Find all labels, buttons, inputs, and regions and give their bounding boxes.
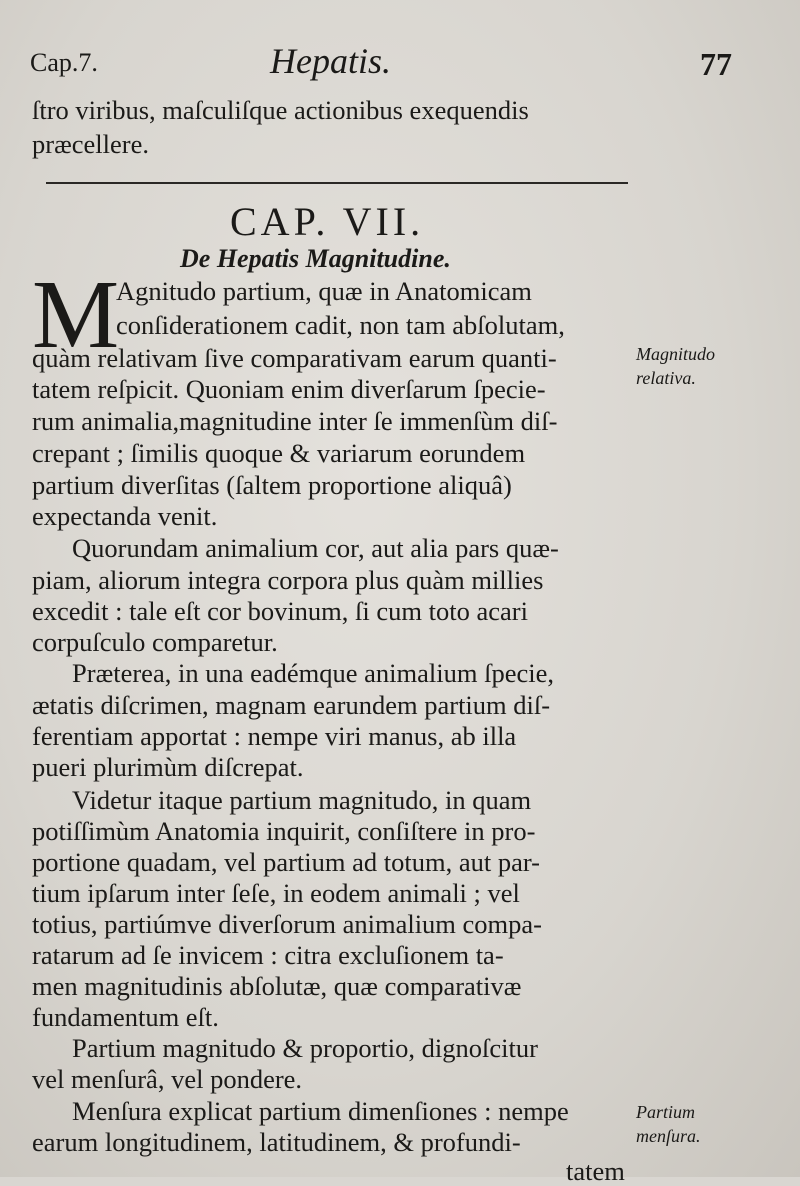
body-line: rum animalia,magnitudine inter ſe immenſùm diſ- [32,406,558,436]
body-line: conſiderationem cadit, non tam abſolutam, [116,310,565,340]
body-line: ratarum ad ſe invicem : citra excluſionem ta- [32,940,504,970]
chapter-label: Cap.7. [30,48,98,77]
body-line: quàm relativam ſive comparativam earum quanti- [32,343,557,373]
body-line: fundamentum eſt. [32,1002,219,1032]
body-line: corpuſculo comparetur. [32,627,278,657]
margin-note: Partium [636,1102,696,1122]
margin-note: Magnitudo [636,344,715,364]
body-line: Menſura explicat partium dimenſiones : nempe [72,1096,569,1126]
page-number: 77 [700,46,732,82]
body-line: ætatis diſcrimen, magnam earundem partium diſ- [32,690,551,720]
body-line: Videtur itaque partium magnitudo, in quam [72,785,532,815]
intro-line: præcellere. [32,129,149,159]
body-line: Agnitudo partium, quæ in Anatomicam [116,276,532,306]
body-line: men magnitudinis abſolutæ, quæ comparativæ [32,971,522,1001]
body-line: Partium magnitudo & proportio, dignoſcitur [72,1033,538,1063]
body-line: tium ipſarum inter ſeſe, in eodem animali ; vel [32,878,520,908]
drop-cap: M [32,261,120,369]
margin-note: relativa. [636,368,696,388]
running-title: Hepatis. [270,41,391,81]
body-line: potiſſimùm Anatomia inquirit, conſiſtere in pro- [32,816,536,846]
intro-line: ſtro viribus, maſculiſque actionibus exequendis [32,95,529,125]
body-line: portione quadam, vel partium ad totum, aut par- [32,847,540,877]
body-line: pueri plurimùm diſcrepat. [32,752,304,782]
body-line: tatem reſpicit. Quoniam enim diverſarum ſpecie- [32,374,546,404]
chapter-title: CAP. VII. [230,199,425,244]
catchword: tatem [566,1156,625,1186]
body-line: crepant ; ſimilis quoque & variarum eorundem [32,438,526,468]
chapter-subtitle: De Hepatis Magnitudine. [180,244,451,273]
body-line: piam, aliorum integra corpora plus quàm millies [32,565,544,595]
body-line: excedit : tale eſt cor bovinum, ſi cum toto acari [32,596,528,626]
body-line: totius, partiúmve diverſorum animalium compa- [32,909,543,939]
margin-note: menſura. [636,1126,701,1146]
body-line: earum longitudinem, latitudinem, & profundi- [32,1127,521,1157]
body-line: vel menſurâ, vel pondere. [32,1064,303,1094]
body-line: ferentiam apportat : nempe viri manus, ab illa [32,721,517,751]
section-divider [46,182,628,184]
body-line: expectanda venit. [32,501,218,531]
body-line: Quorundam animalium cor, aut alia pars quæ- [72,533,559,563]
body-line: partium diverſitas (ſaltem proportione aliquâ) [32,470,512,500]
body-line: Præterea, in una eadémque animalium ſpecie, [72,658,554,688]
